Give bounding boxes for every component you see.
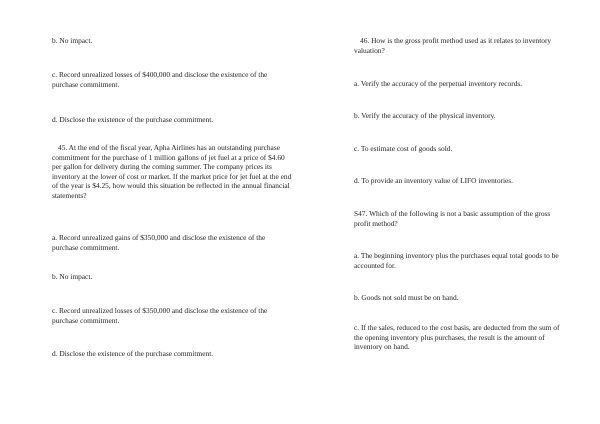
q47-option-b: b. Goods not sold must be on hand. (354, 293, 459, 302)
q47-question: S47. Which of the following is not a basic assumption of the gross profit method? (354, 209, 551, 228)
q45-option-b: b. No impact. (52, 272, 93, 281)
q45-question: 45. At the end of the fiscal year, Apha Airlines has an outstanding purchase commitment for the purchase of 1 million gallons of jet fuel at a price of $4.60 per gallon for delivery during the coming summer. The company prices its inventory at the lower of cost or market. If the market price for jet fuel at the end of the year is $4.25, how would this situation be reflected in the annual financial statements? (52, 143, 292, 200)
q45-option-c: c. Record unrealized losses of $350,000 and disclose the existence of the purchase commitment. (52, 306, 268, 325)
q46-option-a: a. Verify the accuracy of the perpetual inventory records. (354, 79, 523, 88)
q46-option-c: c. To estimate cost of goods sold. (354, 144, 453, 153)
q46-option-b: b. Verify the accuracy of the physical inventory. (354, 111, 496, 120)
q46-question: 46. How is the gross profit method used as it relates to inventory valuation? (354, 36, 552, 55)
q44-option-b: b. No impact. (52, 36, 93, 45)
q47-option-c: c. If the sales, reduced to the cost basis, are deducted from the sum of the opening inventory plus purchases, the result is the amount of inventory on hand. (354, 323, 560, 352)
q44-option-d: d. Disclose the existence of the purchase commitment. (52, 115, 214, 124)
q46-option-d: d. To provide an inventory value of LIFO inventories. (354, 176, 514, 185)
q44-option-c: c. Record unrealized losses of $400,000 and disclose the existence of the purchase commitment. (52, 70, 268, 89)
q45-option-a: a. Record unrealized gains of $350,000 and disclose the existence of the purchase commitment. (52, 233, 266, 252)
q45-option-d: d. Disclose the existence of the purchase commitment. (52, 349, 214, 358)
q47-option-a: a. The beginning inventory plus the purchases equal total goods to be accounted for. (354, 251, 559, 270)
